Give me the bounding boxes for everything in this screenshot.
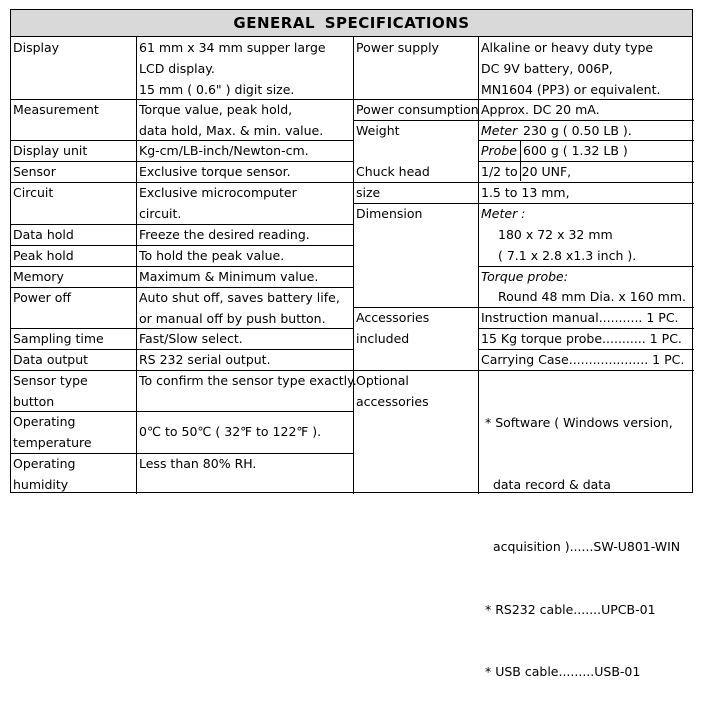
weight-probe-name: Probe: [481, 143, 517, 158]
spec-label-operating-temperature: Operating temperature: [13, 414, 92, 450]
spec-value-power-consumption: Approx. DC 20 mA.: [481, 102, 600, 117]
weight-meter-name: Meter: [481, 123, 518, 138]
spec-label-optional-accessories: Optional accessories: [356, 373, 429, 409]
spec-value-data-hold: Freeze the desired reading.: [139, 227, 310, 242]
spec-label-peak-hold: Peak hold: [13, 248, 74, 263]
spec-label-display-unit: Display unit: [13, 143, 88, 158]
dimension-probe-heading: Torque probe:: [481, 269, 568, 284]
spec-value-measurement: Torque value, peak hold, data hold, Max. & min. value.: [139, 102, 324, 138]
spec-label-data-output: Data output: [13, 352, 89, 367]
spec-value-memory: Maximum & Minimum value.: [139, 269, 319, 284]
dimension-probe-value: Round 48 mm Dia. x 160 mm.: [498, 289, 686, 304]
dimension-meter-value: 180 x 72 x 32 mm ( 7.1 x 2.8 x1.3 inch ).: [498, 227, 637, 263]
spec-value-circuit: Exclusive microcomputer circuit.: [139, 185, 297, 221]
spec-label-power-consumption: Power consumption: [356, 102, 479, 117]
table-title: GENERAL SPECIFICATIONS: [11, 10, 692, 37]
accessories-included-list: Instruction manual........... 1 PC. 15 Kg torque probe........... 1 PC. Carrying Case.................... 1 PC.: [481, 310, 685, 367]
spec-value-operating-temperature: 0℃ to 50℃ ( 32℉ to 122℉ ).: [139, 424, 322, 439]
spec-label-memory: Memory: [13, 269, 64, 284]
spec-value-operating-humidity: Less than 80% RH.: [139, 456, 257, 471]
weight-meter-value: 230 g ( 0.50 LB ).: [523, 123, 632, 138]
spec-value-power-off: Auto shut off, saves battery life, or manual off by push button.: [139, 290, 340, 326]
specifications-table: [10, 9, 693, 680]
spec-value-sensor: Exclusive torque sensor.: [139, 164, 291, 179]
spec-value-sampling-time: Fast/Slow select.: [139, 331, 243, 346]
spec-value-sensor-type-button: To confirm the sensor type exactly.: [139, 373, 357, 388]
spec-label-power-supply: Power supply: [356, 40, 439, 55]
spec-label-accessories-included: Accessories included: [356, 310, 430, 346]
spec-label-power-off: Power off: [13, 290, 72, 305]
optional-accessories-list: * Software ( Windows version, data record & data acquisition )......SW-U801-WIN * RS232 cable.......UPCB-01 * USB cable.........USB-01: [485, 414, 681, 680]
dimension-meter-heading: Meter :: [481, 206, 526, 221]
spec-value-power-supply: Alkaline or heavy duty type DC 9V battery, 006P, MN1604 (PP3) or equivalent.: [481, 40, 661, 97]
spec-value-display: 61 mm x 34 mm supper large LCD display. 15 mm ( 0.6" ) digit size.: [139, 40, 326, 97]
weight-probe-value: 600 g ( 1.32 LB ): [523, 143, 628, 158]
spec-label-display: Display: [13, 40, 60, 55]
spec-label-sensor: Sensor: [13, 164, 56, 179]
spec-label-weight: Weight: [356, 123, 400, 138]
spec-label-measurement: Measurement: [13, 102, 99, 117]
spec-value-display-unit: Kg-cm/LB-inch/Newton-cm.: [139, 143, 309, 158]
spec-value-data-output: RS 232 serial output.: [139, 352, 271, 367]
spec-value-chuck-head-size: 1/2 to 20 UNF, 1.5 to 13 mm,: [481, 164, 572, 200]
spec-label-dimension: Dimension: [356, 206, 423, 221]
spec-label-sampling-time: Sampling time: [13, 331, 104, 346]
spec-label-chuck-head-size: Chuck head size: [356, 164, 430, 200]
spec-label-data-hold: Data hold: [13, 227, 74, 242]
spec-value-peak-hold: To hold the peak value.: [139, 248, 285, 263]
spec-label-sensor-type-button: Sensor type button: [13, 373, 88, 409]
spec-label-circuit: Circuit: [13, 185, 54, 200]
spec-label-operating-humidity: Operating humidity: [13, 456, 76, 492]
column-divider: [353, 37, 354, 494]
